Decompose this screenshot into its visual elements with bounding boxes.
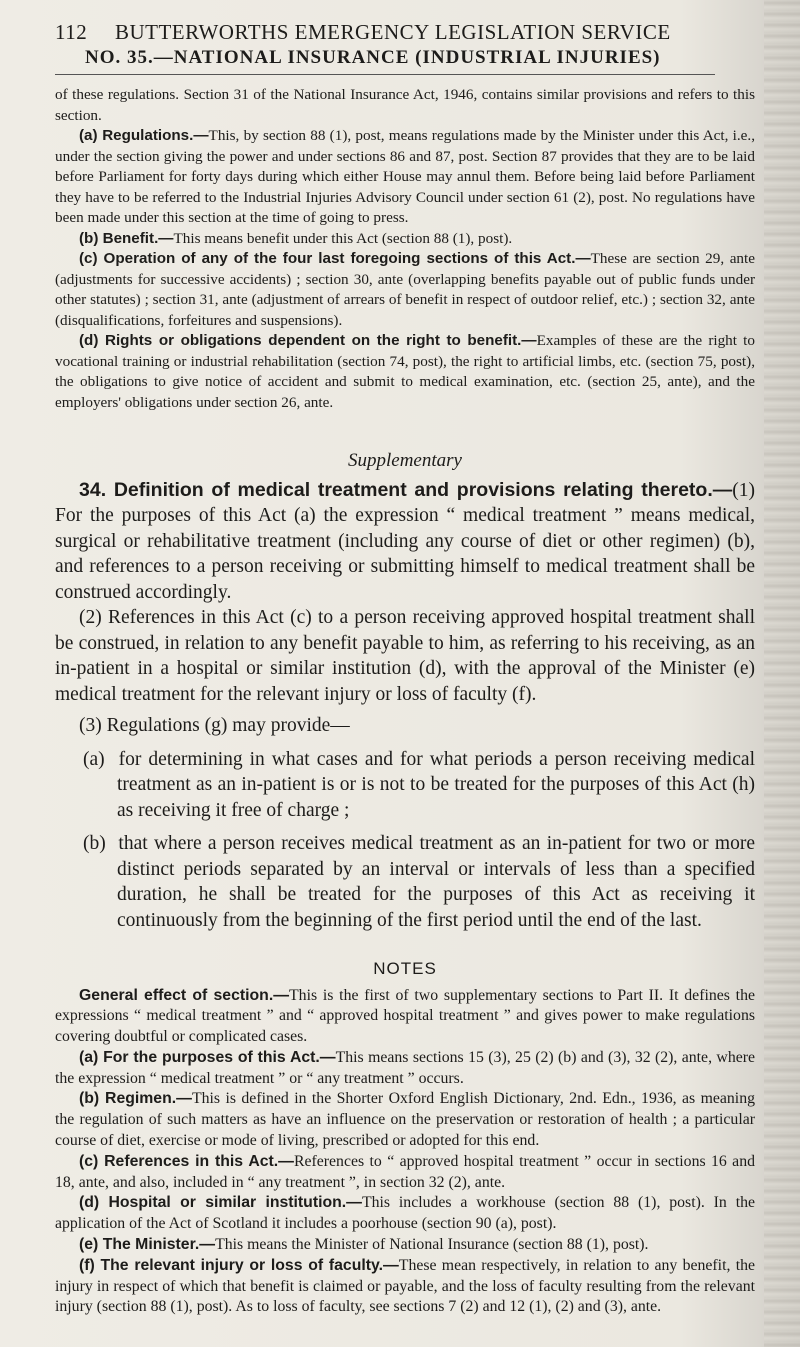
note-benefit: (b) Benefit.—This means benefit under this Act (section 88 (1), post). xyxy=(79,229,513,247)
supplementary-heading: Supplementary xyxy=(348,450,462,471)
series-title: BUTTERWORTHS EMERGENCY LEGISLATION SERVICE xyxy=(114,20,671,44)
header-rule xyxy=(55,74,715,75)
page-body xyxy=(55,85,755,1318)
running-header xyxy=(55,20,755,69)
note-rights: (d) Rights or obligations dependent on the right to benefit.—Examples of these are the right to vocational training or industrial rehabilitation (section 74, post), the right to artificial limbs, etc. (section 75, post), the obligations to give notice of accident and submit to medical examination, etc. (section 25, ante), and the employers' obligations under section 26, ante. xyxy=(55,332,755,411)
notes-heading: NOTES xyxy=(373,959,437,978)
header-line xyxy=(55,20,755,45)
section-34 xyxy=(55,478,755,934)
intro-paragraph: of these regulations. Section 31 of the National Insurance Act, 1946, contains similar provisions and refers to this section. xyxy=(55,86,755,124)
note-general-effect: General effect of section.—This is the first of two supplementary sections to Part II. It defines the expressions “ medical treatment ” and “ approved hospital treatment ” and gives power to make regulations covering doubtful or complicated cases. xyxy=(55,986,755,1046)
note-a: (a) For the purposes of this Act.—This means sections 15 (3), 25 (2) (b) and (3), 32 (2), ante, where the expression “ medical treatment ” or “ any treatment ” occurs. xyxy=(55,1048,756,1087)
note-c: (c) References in this Act.—References to “ approved hospital treatment ” occur in sections 16 and 18, ante, and also, included in “ any treatment ”, in section 32 (2), ante. xyxy=(55,1152,755,1191)
note-f: (f) The relevant injury or loss of faculty.—These mean respectively, in relation to any benefit, the injury in respect of which that benefit is claimed or payable, and the loss of faculty resulting from the relevant injury (section 88 (1), post). As to loss of faculty, see sections 7 (2) and 12 (1), (2) and (3), ante. xyxy=(55,1256,755,1316)
intro-notes xyxy=(55,85,755,413)
page-edge-shadow xyxy=(764,0,800,1347)
act-title: NO. 35.—NATIONAL INSURANCE (INDUSTRIAL INJURIES) xyxy=(85,47,661,68)
page-number: 112 xyxy=(55,20,88,44)
note-regulations: (a) Regulations.—This, by section 88 (1), post, means regulations made by the Minister under this Act, i.e., under the section giving the power and under sections 86 and 87, post. Section 87 provides that they are to be laid before Parliament for forty days during which either House may annul them. Before being laid before Parliament they have to be referred to the Industrial Injuries Advisory Council under section 61 (2), post. No regulations have been made under this section at the time of going to press. xyxy=(55,127,755,226)
section-34-sub2: (2) References in this Act (c) to a person receiving approved hospital treatment shall be construed, in relation to any benefit payable to him, as referring to his receiving, as an in-patient in a hospital or similar institution (d), with the approval of the Minister (e) medical treatment for the relevant injury or loss of faculty (f). xyxy=(55,607,755,705)
note-operation: (c) Operation of any of the four last foregoing sections of this Act.—These are section 29, ante (adjustments for successive accidents) ; section 30, ante (overlapping benefits payable out of public funds under other statutes) ; section 31, ante (adjustment of arrears of benefit in respect of outdoor relief, etc.) ; section 32, ante (disqualifications, forfeitures and suspensions). xyxy=(55,250,755,329)
section-34-sub1: 34. Definition of medical treatment and provisions relating thereto.—(1) For the purposes of this Act (a) the expression “ medical treatment ” means medical, surgical or rehabilitative treatment (including any course of diet or other regimen) (b), and references to a person receiving or submitting himself to medical treatment shall be construed accordingly. xyxy=(55,478,755,603)
note-b: (b) Regimen.—This is defined in the Shorter Oxford English Dictionary, 2nd. Edn., 1936, as meaning the regulation of such matters as have an influence on the preservation or restoration of health ; a particular course of diet, exercise or mode of living, prescribed or adopted for this end. xyxy=(55,1090,755,1150)
section-34-item-b: (b) that where a person receives medical treatment as an in-patient for two or more distinct periods separated by an interval or intervals of less than a specified duration, he shall be treated for the purposes of this Act as receiving it continuously from the beginning of the first period until the end of the last. xyxy=(83,833,755,931)
note-e: (e) The Minister.—This means the Minister of National Insurance (section 88 (1), post). xyxy=(79,1236,649,1254)
note-d: (d) Hospital or similar institution.—This includes a workhouse (section 88 (1), post). In the application of the Act of Scotland it includes a poorhouse (section 90 (a), post). xyxy=(55,1194,755,1233)
notes xyxy=(55,986,755,1319)
section-34-sub3: (3) Regulations (g) may provide— xyxy=(79,715,350,736)
section-34-item-a: (a) for determining in what cases and for what periods a person receiving medical treatment as an in-patient is or is not to be treated for the purposes of this Act (h) as receiving it free of charge ; xyxy=(83,748,755,821)
